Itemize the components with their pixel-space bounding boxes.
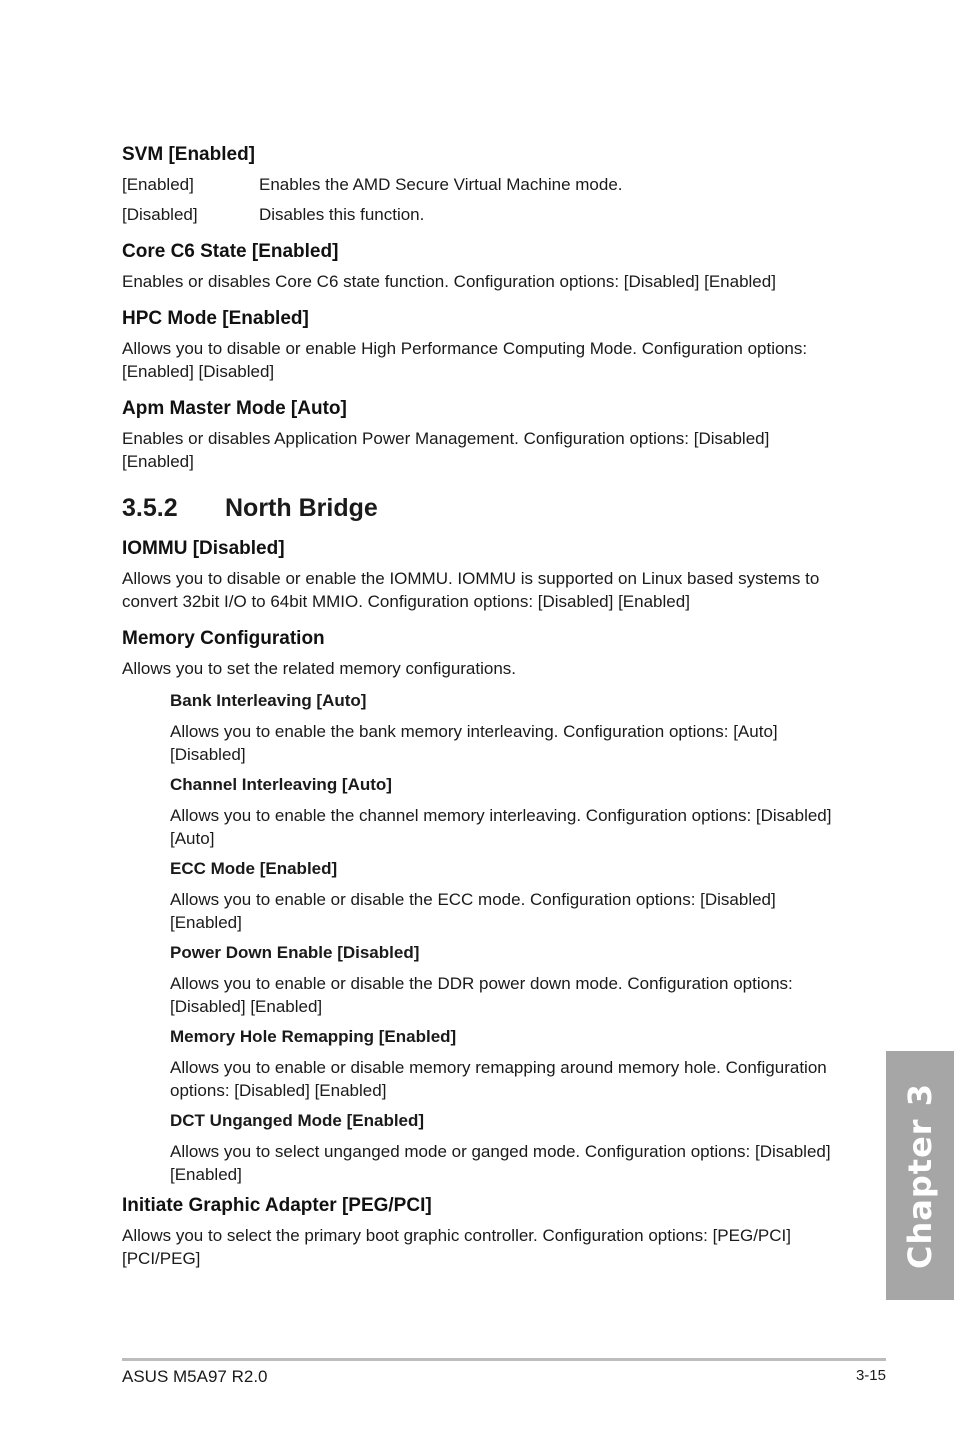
section-title: North Bridge — [225, 494, 378, 522]
apm-heading: Apm Master Mode [Auto] — [122, 398, 347, 419]
page-content — [122, 143, 842, 1284]
channel-interleaving-heading: Channel Interleaving [Auto] — [170, 775, 392, 794]
iommu-heading: IOMMU [Disabled] — [122, 538, 285, 559]
svm-option-key: [Enabled] — [122, 175, 194, 194]
svm-heading: SVM [Enabled] — [122, 144, 256, 165]
power-down-description: Allows you to enable or disable the DDR power down mode. Configuration options: [Disabled] [Enabled] — [170, 974, 793, 1016]
memory-config-heading: Memory Configuration — [122, 628, 325, 649]
chapter-tab — [886, 1051, 954, 1300]
bank-interleaving-description: Allows you to enable the bank memory interleaving. Configuration options: [Auto] [Disabled] — [170, 722, 778, 764]
dct-unganged-description: Allows you to select unganged mode or ganged mode. Configuration options: [Disabled] [Enabled] — [170, 1142, 831, 1184]
memory-hole-heading: Memory Hole Remapping [Enabled] — [170, 1027, 457, 1046]
core-c6-heading: Core C6 State [Enabled] — [122, 241, 339, 262]
svm-option-key: [Disabled] — [122, 205, 198, 224]
ecc-mode-description: Allows you to enable or disable the ECC mode. Configuration options: [Disabled] [Enabled] — [170, 890, 776, 932]
section-heading — [122, 493, 842, 523]
apm-description: Enables or disables Application Power Management. Configuration options: [Disabled] [Enabled] — [122, 429, 770, 471]
memory-config-description: Allows you to set the related memory configurations. — [122, 659, 517, 678]
dct-unganged-heading: DCT Unganged Mode [Enabled] — [170, 1111, 425, 1130]
ecc-mode-heading: ECC Mode [Enabled] — [170, 859, 338, 878]
footer-divider — [122, 1358, 886, 1361]
section-number: 3.5.2 — [122, 494, 178, 522]
memory-config-items — [170, 690, 842, 1186]
hpc-description: Allows you to disable or enable High Performance Computing Mode. Configuration options: [Enabled] [Disabled] — [122, 339, 808, 381]
hpc-heading: HPC Mode [Enabled] — [122, 308, 309, 329]
svm-option-desc: Enables the AMD Secure Virtual Machine mode. — [259, 175, 623, 194]
graphic-adapter-heading: Initiate Graphic Adapter [PEG/PCI] — [122, 1195, 432, 1216]
memory-hole-description: Allows you to enable or disable memory remapping around memory hole. Configuration options: [Disabled] [Enabled] — [170, 1058, 827, 1100]
footer-product-name: ASUS M5A97 R2.0 — [122, 1367, 268, 1386]
channel-interleaving-description: Allows you to enable the channel memory interleaving. Configuration options: [Disabled] [Auto] — [170, 806, 832, 848]
core-c6-description: Enables or disables Core C6 state function. Configuration options: [Disabled] [Enabled] — [122, 272, 776, 291]
graphic-adapter-description: Allows you to select the primary boot graphic controller. Configuration options: [PEG/PCI] [PCI/PEG] — [122, 1226, 791, 1268]
svm-option-row — [122, 173, 842, 196]
svm-option-row — [122, 203, 842, 226]
svm-option-desc: Disables this function. — [259, 205, 425, 224]
bank-interleaving-heading: Bank Interleaving [Auto] — [170, 691, 367, 710]
power-down-heading: Power Down Enable [Disabled] — [170, 943, 420, 962]
footer-page-number: 3-15 — [855, 1367, 886, 1384]
chapter-tab-label: Chapter 3 — [901, 1082, 939, 1269]
iommu-description: Allows you to disable or enable the IOMMU. IOMMU is supported on Linux based systems to convert 32bit I/O to 64bit MMIO. Configuration options: [Disabled] [Enabled] — [122, 569, 820, 611]
